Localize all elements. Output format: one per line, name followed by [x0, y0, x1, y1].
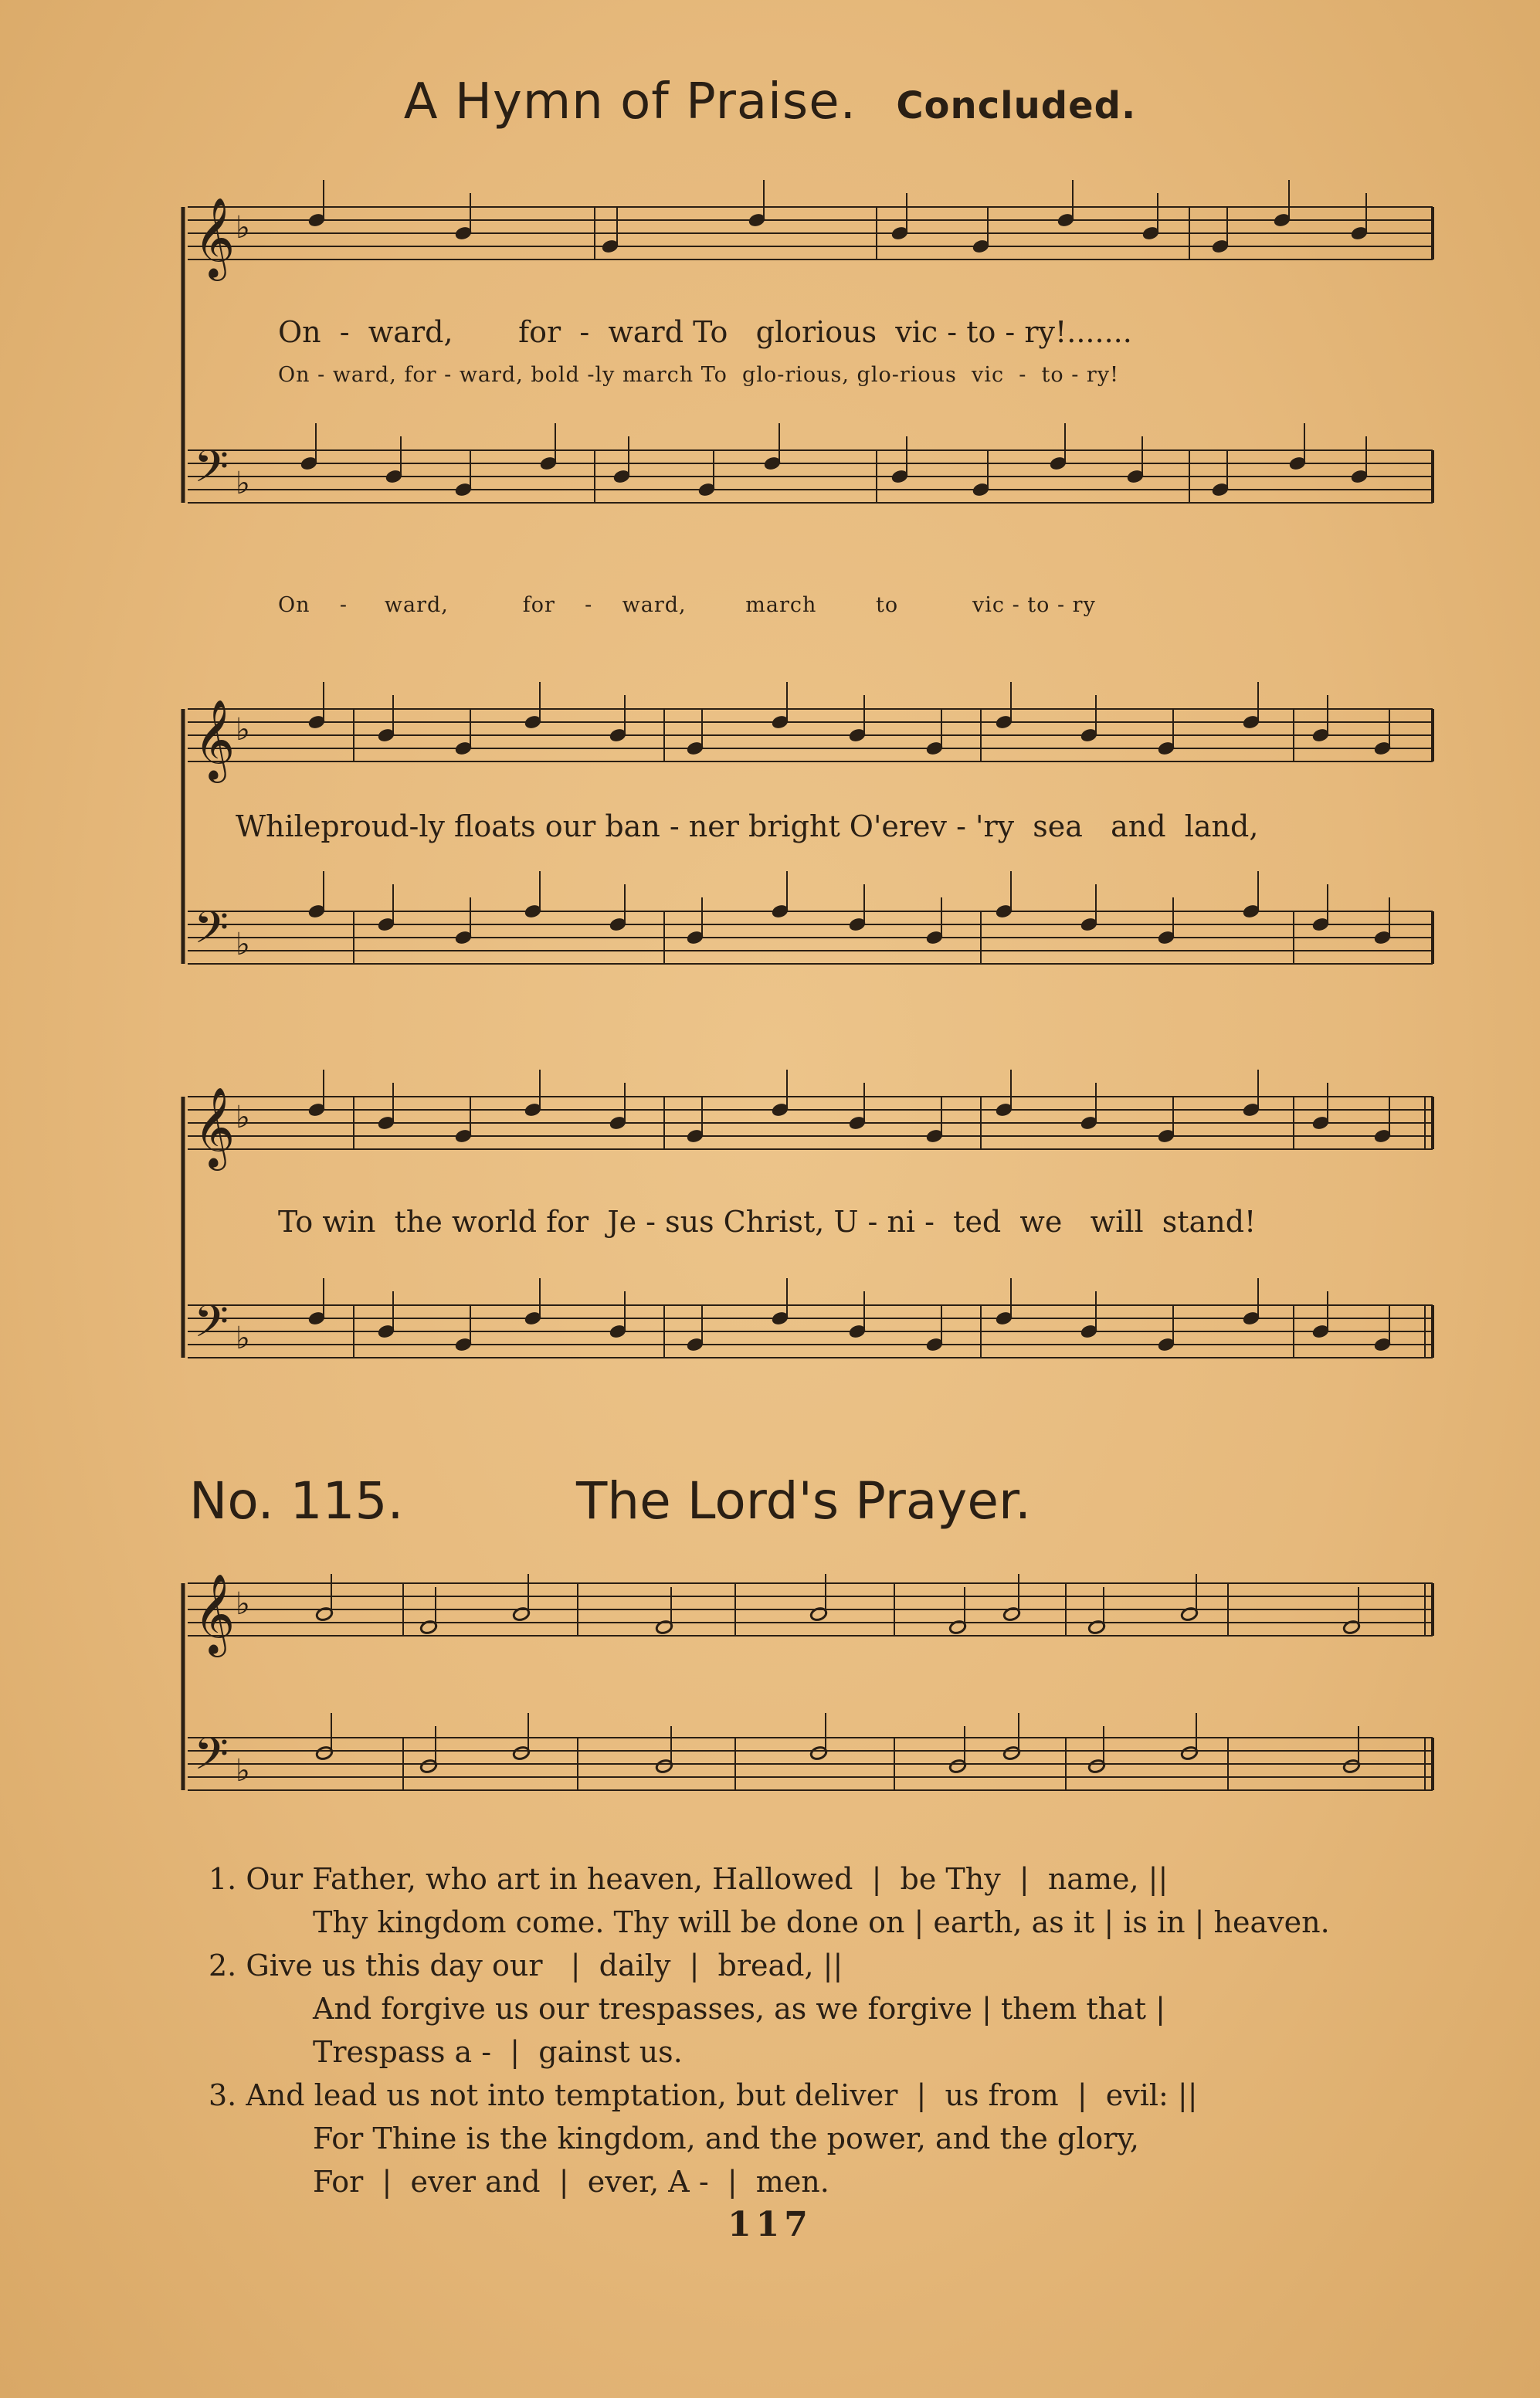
flat-icon: ♭ [236, 927, 250, 962]
verse-2-line-1: 2. Give us this day our | daily | bread, || [209, 1949, 843, 1983]
bass-clef-icon: 𝄢 [194, 1728, 229, 1791]
page-number: 117 [728, 2205, 812, 2244]
lyric-system1-lower: On - ward, for - ward, march to vic - to - ry [278, 593, 1096, 617]
prayer-verses [209, 1857, 1483, 2203]
hymn-title-text: A Hymn of Praise. [403, 73, 856, 131]
flat-icon: ♭ [236, 210, 250, 246]
staff-layer [183, 207, 1433, 1790]
verse-number: 1. [209, 1862, 237, 1896]
verse-3-line-3: For | ever and | ever, A - | men. [313, 2165, 829, 2199]
verse-1-line-1: 1. Our Father, who art in heaven, Hallowed | be Thy | name, || [209, 1862, 1169, 1896]
flat-icon: ♭ [236, 1321, 250, 1356]
verse-number: 2. [209, 1949, 237, 1983]
treble-clef-icon: 𝄞 [194, 1573, 236, 1654]
flat-icon: ♭ [236, 1586, 250, 1622]
lyric-system3: To win the world for Je - sus Christ, U - ni - ted we will stand! [278, 1205, 1257, 1239]
prayer-number: No. 115. [189, 1471, 404, 1531]
flat-icon: ♭ [236, 1753, 250, 1789]
lyric-system1-upper: On - ward, for - ward To glorious vic - to - ry!....... [278, 315, 1132, 349]
flat-icon: ♭ [236, 1100, 250, 1135]
flat-icon: ♭ [236, 712, 250, 748]
verse-3-line-2: For Thine is the kingdom, and the power, and the glory, [313, 2122, 1139, 2155]
note-layer [194, 180, 1392, 1791]
bass-clef-icon: 𝄢 [194, 901, 229, 965]
verse-2-line-2: And forgive us our trespasses, as we forgive | them that | [313, 1992, 1165, 2026]
verse-number: 3. [209, 2078, 237, 2112]
treble-clef-icon: 𝄞 [194, 699, 236, 780]
bass-clef-icon: 𝄢 [194, 1295, 229, 1358]
flat-icon: ♭ [236, 466, 250, 501]
verse-3-line-1: 3. And lead us not into temptation, but deliver | us from | evil: || [209, 2078, 1198, 2112]
hymn-subtitle: Concluded. [896, 84, 1137, 127]
treble-clef-icon: 𝄞 [194, 197, 236, 278]
verse-2-line-3: Trespass a - | gainst us. [313, 2035, 683, 2069]
verse-1-line-2: Thy kingdom come. Thy will be done on | earth, as it | is in | heaven. [313, 1905, 1330, 1939]
prayer-title: The Lord's Prayer. [575, 1471, 1032, 1531]
prayer-header [189, 1471, 1502, 1531]
lyric-system2: Whileproud-ly floats our ban - ner bright O'erev - 'ry sea and land, [236, 809, 1259, 843]
bass-clef-icon: 𝄢 [194, 440, 229, 504]
treble-clef-icon: 𝄞 [194, 1087, 236, 1168]
lyric-system1-upper-alt: On - ward, for - ward, bold -ly march To glo-rious, glo-rious vic - to - ry! [278, 363, 1119, 387]
